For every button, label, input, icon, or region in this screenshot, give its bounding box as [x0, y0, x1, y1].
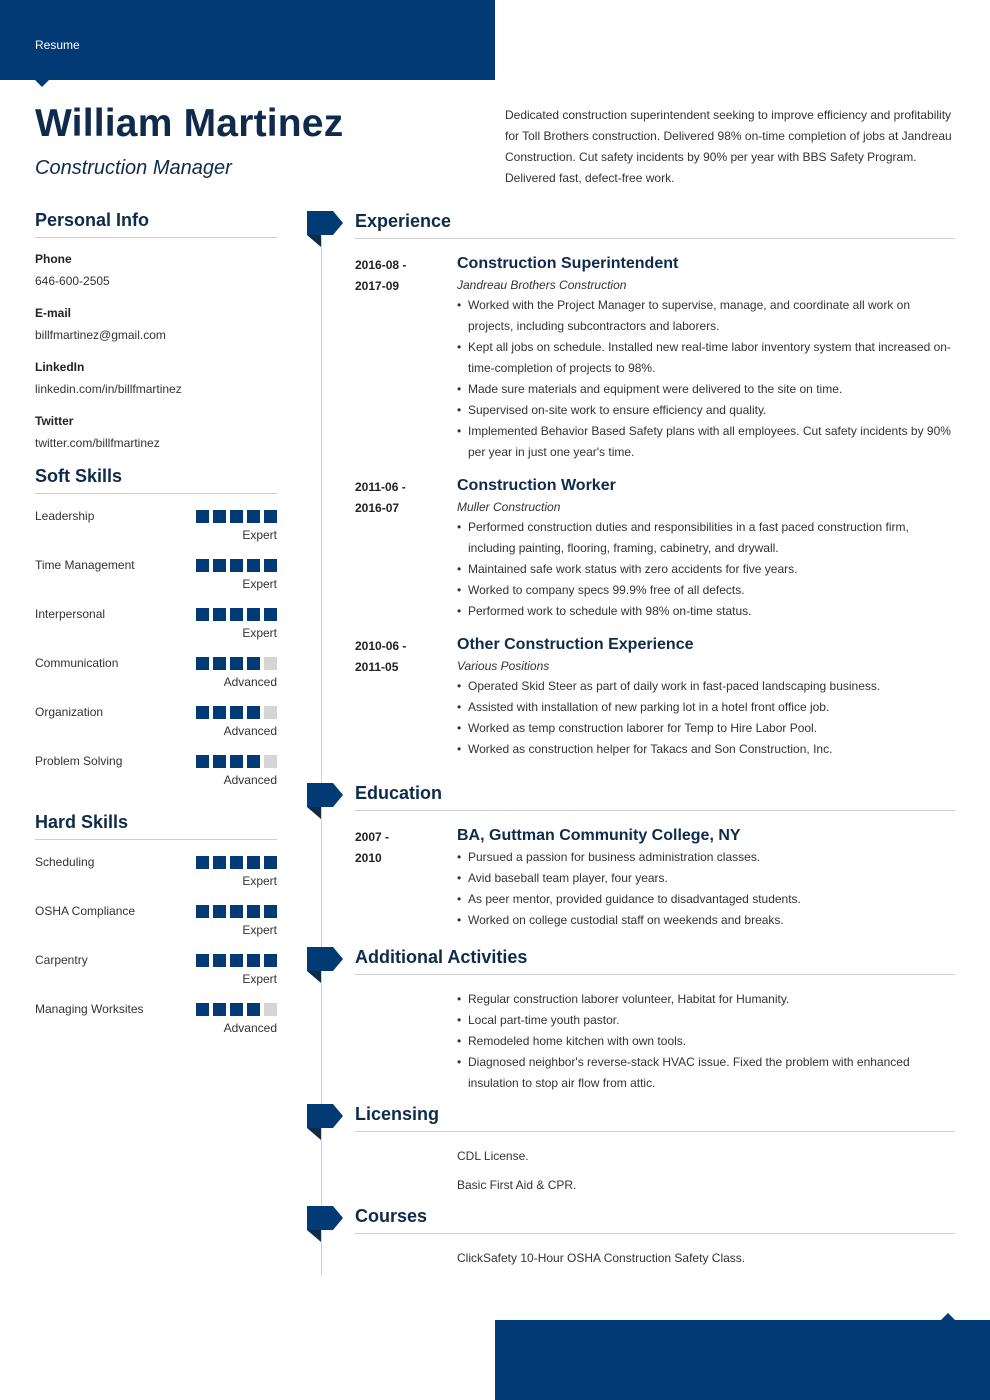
experience-entry [355, 253, 955, 463]
rating-square-filled [247, 608, 260, 621]
rating-square-filled [213, 856, 226, 869]
rating-square-filled [247, 510, 260, 523]
rating-square-filled [247, 755, 260, 768]
rating-square-filled [247, 706, 260, 719]
info-email [35, 304, 277, 346]
bullet-item: • Worked to company specs 99.9% free of all defects. [457, 580, 955, 601]
experience-heading: Experience [355, 211, 955, 239]
rating-square-filled [196, 954, 209, 967]
entry-bullets [457, 676, 955, 760]
rating-square-filled [230, 559, 243, 572]
personal-info-heading: Personal Info [35, 210, 277, 238]
entry-body [457, 989, 955, 1094]
activities-heading: Additional Activities [355, 947, 955, 975]
soft-skills-heading: Soft Skills [35, 466, 277, 494]
rating-square-filled [264, 905, 277, 918]
section-flag-icon [307, 947, 343, 983]
bullet-item: • Supervised on-site work to ensure efficiency and quality. [457, 400, 955, 421]
rating-square-filled [213, 954, 226, 967]
bullet-item: • Avid baseball team player, four years. [457, 868, 955, 889]
info-value: linkedin.com/in/billfmartinez [35, 382, 182, 396]
licensing-section [355, 1104, 955, 1196]
skill-item [35, 950, 277, 999]
entry-body [457, 475, 955, 622]
entry-company: Jandreau Brothers Construction [457, 278, 627, 292]
date-end: 2017-09 [355, 279, 400, 293]
licensing-entry [355, 1146, 955, 1196]
rating-square-filled [247, 905, 260, 918]
bullet-item: • Performed construction duties and responsibilities in a fast paced construction firm, including painting, flooring, framing, cabinetry, and drywall. [457, 517, 955, 559]
section-flag-icon [307, 783, 343, 819]
date-start: 2016-08 - [355, 258, 407, 272]
banner-notch [35, 80, 49, 87]
skill-level: Advanced [223, 1021, 277, 1035]
rating-square-filled [264, 608, 277, 621]
rating-square-filled [264, 856, 277, 869]
rating-square-filled [213, 657, 226, 670]
rating-square-filled [264, 954, 277, 967]
courses-section [355, 1206, 955, 1269]
rating-square-filled [247, 559, 260, 572]
skill-level: Expert [242, 923, 277, 937]
skill-item [35, 751, 277, 800]
info-twitter [35, 412, 277, 454]
entry-bullets [457, 847, 955, 931]
skill-item [35, 653, 277, 702]
skill-rating [196, 954, 277, 967]
rating-square-filled [247, 954, 260, 967]
skill-name: Interpersonal [35, 607, 106, 621]
skill-item [35, 702, 277, 751]
entry-body [457, 253, 955, 463]
entry-body [457, 634, 955, 760]
skill-level: Expert [242, 972, 277, 986]
rating-square-empty [264, 706, 277, 719]
date-end: 2016-07 [355, 501, 400, 515]
info-phone [35, 250, 277, 292]
entry-title: Other Construction Experience [457, 636, 694, 653]
rating-square-filled [213, 1003, 226, 1016]
experience-entry [355, 475, 955, 622]
entry-body [457, 1146, 955, 1196]
bullet-item: • Implemented Behavior Based Safety plans with all employees. Cut safety incidents by 90% per year in just one year's time. [457, 421, 955, 463]
entry-body [457, 825, 955, 931]
skill-rating [196, 657, 277, 670]
bullet-item: • Worked as temp construction laborer for Temp to Hire Labor Pool. [457, 718, 955, 739]
entry-date [355, 636, 445, 678]
entry-date [355, 827, 445, 869]
bottom-banner [495, 1320, 990, 1400]
rating-square-empty [264, 1003, 277, 1016]
bullet-item: • Worked on college custodial staff on weekends and breaks. [457, 910, 955, 931]
education-entry [355, 825, 955, 931]
personal-info-section [35, 210, 277, 454]
date-end: 2010 [355, 851, 382, 865]
rating-square-empty [264, 755, 277, 768]
entry-bullets [457, 989, 955, 1094]
rating-square-filled [230, 856, 243, 869]
skill-name: Problem Solving [35, 754, 123, 768]
hard-skills-section [35, 812, 277, 1048]
rating-square-filled [230, 510, 243, 523]
rating-square-filled [196, 608, 209, 621]
skill-rating [196, 1003, 277, 1016]
info-value: billfmartinez@gmail.com [35, 328, 166, 342]
date-start: 2010-06 - [355, 639, 407, 653]
bullet-item: • Regular construction laborer volunteer, Habitat for Humanity. [457, 989, 955, 1010]
bullet-item: • Worked as construction helper for Takacs and Son Construction, Inc. [457, 739, 955, 760]
entry-title: Construction Superintendent [457, 255, 679, 272]
activities-section [355, 947, 955, 1094]
rating-square-filled [213, 510, 226, 523]
entry-title: Construction Worker [457, 477, 616, 494]
skill-level: Expert [242, 874, 277, 888]
rating-square-filled [196, 856, 209, 869]
skill-level: Advanced [223, 724, 277, 738]
rating-square-filled [196, 706, 209, 719]
hard-skills-list [35, 852, 277, 1048]
entry-bullets [457, 295, 955, 463]
info-label: Phone [35, 252, 72, 266]
bullet-item: • Kept all jobs on schedule. Installed new real-time labor inventory system that increased on-time-completion of projects to 98%. [457, 337, 955, 379]
skill-rating [196, 510, 277, 523]
experience-section [355, 211, 955, 760]
skill-item [35, 901, 277, 950]
rating-square-filled [230, 657, 243, 670]
rating-square-filled [196, 905, 209, 918]
rating-square-filled [213, 559, 226, 572]
soft-skills-section [35, 466, 277, 800]
courses-heading: Courses [355, 1206, 955, 1234]
date-start: 2011-06 - [355, 480, 406, 494]
activities-entry [355, 989, 955, 1094]
top-banner [0, 0, 495, 80]
skill-level: Expert [242, 626, 277, 640]
skill-name: Leadership [35, 509, 95, 523]
license-item: CDL License. [457, 1149, 529, 1163]
skill-item [35, 999, 277, 1048]
licensing-heading: Licensing [355, 1104, 955, 1132]
skill-rating [196, 905, 277, 918]
education-heading: Education [355, 783, 955, 811]
skill-name: Communication [35, 656, 119, 670]
rating-square-filled [264, 559, 277, 572]
bullet-item: • Worked with the Project Manager to supervise, manage, and coordinate all work on projects, including subcontractors and laborers. [457, 295, 955, 337]
bullet-item: • As peer mentor, provided guidance to disadvantaged students. [457, 889, 955, 910]
rating-square-filled [230, 608, 243, 621]
rating-square-filled [196, 657, 209, 670]
course-item: ClickSafety 10-Hour OSHA Construction Safety Class. [457, 1251, 746, 1265]
rating-square-filled [213, 608, 226, 621]
section-flag-icon [307, 1206, 343, 1242]
bullet-item: • Performed work to schedule with 98% on-time status. [457, 601, 955, 622]
rating-square-filled [247, 1003, 260, 1016]
banner-label: Resume [35, 38, 80, 52]
info-label: Twitter [35, 414, 74, 428]
experience-entry [355, 634, 955, 760]
skill-rating [196, 706, 277, 719]
candidate-name: William Martinez [35, 102, 344, 145]
skill-level: Advanced [223, 675, 277, 689]
bottom-banner-notch [941, 1313, 955, 1320]
left-column [35, 210, 277, 1048]
skill-name: Scheduling [35, 855, 95, 869]
date-start: 2007 - [355, 830, 390, 844]
info-value: 646-600-2505 [35, 274, 110, 288]
hard-skills-heading: Hard Skills [35, 812, 277, 840]
soft-skills-list [35, 506, 277, 800]
skill-name: Organization [35, 705, 104, 719]
rating-square-filled [213, 905, 226, 918]
rating-square-filled [196, 510, 209, 523]
bullet-item: • Remodeled home kitchen with own tools. [457, 1031, 955, 1052]
info-label: E-mail [35, 306, 72, 320]
skill-rating [196, 755, 277, 768]
skill-name: Carpentry [35, 953, 88, 967]
license-item: Basic First Aid & CPR. [457, 1178, 577, 1192]
rating-square-empty [264, 657, 277, 670]
date-end: 2011-05 [355, 660, 399, 674]
entry-date [355, 255, 445, 297]
entry-company: Muller Construction [457, 500, 561, 514]
skill-item [35, 604, 277, 653]
entry-bullets [457, 517, 955, 622]
section-flag-icon [307, 211, 343, 247]
rating-square-filled [230, 755, 243, 768]
entry-body [457, 1248, 955, 1269]
bullet-item: • Assisted with installation of new parking lot in a hotel front office job. [457, 697, 955, 718]
rating-square-filled [247, 856, 260, 869]
bullet-item: • Diagnosed neighbor's reverse-stack HVAC issue. Fixed the problem with enhanced insulation to stop air flow from attic. [457, 1052, 955, 1094]
bullet-item: • Pursued a passion for business administration classes. [457, 847, 955, 868]
rating-square-filled [230, 1003, 243, 1016]
job-title: Construction Manager [35, 157, 232, 179]
section-flag-icon [307, 1104, 343, 1140]
rating-square-filled [196, 755, 209, 768]
summary: Dedicated construction superintendent seeking to improve efficiency and profitability for Toll Brothers construction. Delivered 98% on-time completion of jobs at Jandreau Construction. Cut safety incidents by 90% per year with BBS Safety Program. Delivered fast, defect-free work. [505, 108, 952, 185]
rating-square-filled [247, 657, 260, 670]
bullet-item: • Local part-time youth pastor. [457, 1010, 955, 1031]
skill-item [35, 555, 277, 604]
skill-item [35, 852, 277, 901]
skill-name: Time Management [35, 558, 135, 572]
entry-company: Various Positions [457, 659, 550, 673]
rating-square-filled [213, 706, 226, 719]
skill-name: Managing Worksites [35, 1002, 144, 1016]
rating-square-filled [196, 1003, 209, 1016]
skill-rating [196, 856, 277, 869]
bullet-item: • Operated Skid Steer as part of daily work in fast-paced landscaping business. [457, 676, 955, 697]
skill-level: Expert [242, 577, 277, 591]
info-label: LinkedIn [35, 360, 85, 374]
skill-rating [196, 559, 277, 572]
bullet-item: • Maintained safe work status with zero accidents for five years. [457, 559, 955, 580]
courses-entry [355, 1248, 955, 1269]
bullet-item: • Made sure materials and equipment were delivered to the site on time. [457, 379, 955, 400]
rating-square-filled [230, 706, 243, 719]
skill-level: Expert [242, 528, 277, 542]
rating-square-filled [230, 954, 243, 967]
rating-square-filled [196, 559, 209, 572]
info-value: twitter.com/billfmartinez [35, 436, 160, 450]
rating-square-filled [264, 510, 277, 523]
rating-square-filled [230, 905, 243, 918]
skill-rating [196, 608, 277, 621]
entry-title: BA, Guttman Community College, NY [457, 827, 741, 844]
rating-square-filled [213, 755, 226, 768]
info-linkedin [35, 358, 277, 400]
skill-name: OSHA Compliance [35, 904, 136, 918]
entry-date [355, 477, 445, 519]
education-section [355, 783, 955, 931]
skill-item [35, 506, 277, 555]
skill-level: Advanced [223, 773, 277, 787]
